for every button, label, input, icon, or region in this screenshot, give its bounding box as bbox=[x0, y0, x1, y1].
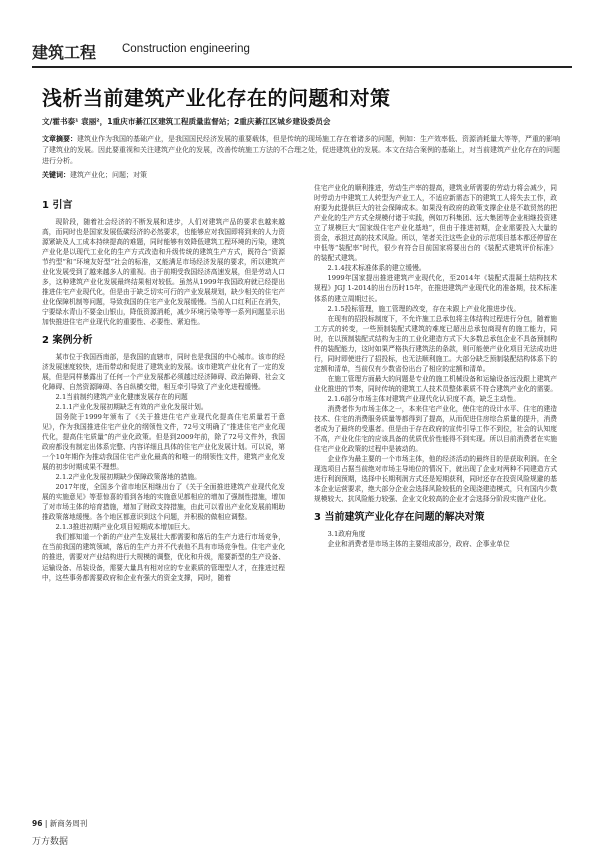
page-number: 96 bbox=[32, 819, 43, 828]
section-title-cn: 建筑工程 bbox=[32, 43, 97, 62]
abstract-label: 文章摘要： bbox=[42, 135, 77, 143]
subsection-heading: 2.1.2产业化发展初期缺少保障政策落地的措施。 bbox=[55, 473, 201, 482]
header-divider bbox=[32, 66, 572, 68]
paragraph: 现阶段，随着社会经济的不断发展和进步，人们对建筑产品的要求也越来越高，而同时也是国家发展低碳经济的必然要求，也能够应对我国即将到来的人力资源紧缺及人工成本持续提高的难题，同时能够有效降低建筑工程环境的污染，建筑产业化是以现代工业化的生产方式改造和升级传统的建筑生产方式，既符合“资源节约型”和“环境友好型”社会的标准，又能满足市场经济发展的要求，所以建筑产业化发展受到了越来越多人的重视。由于前期受我国经济高速发展，但是劳动人口多，这种建筑产业化发展最终结果相对较低。虽然从1999年我国政府就已经提出推进住宅产业现代化，但是由于缺乏切实可行的产业发展规划，缺少相关的住宅产业化保障机制等问题，导致我国的住宅产业化发展缓慢。当前人口红利正在消失，宁要绿水青山不要金山银山，降低资源消耗，减少环境污染等等一系列问题显示出加快推进住宅产业现代化的重要性、必要性、紧迫性。 bbox=[42, 218, 286, 327]
section-heading: 2 案例分析 bbox=[42, 334, 93, 346]
abstract bbox=[42, 134, 562, 167]
subsection-heading: 2.1当前制约建筑产业化健康发展存在的问题 bbox=[55, 392, 188, 401]
subsection-heading: 2.1.4技术标准体系的建立缓慢。 bbox=[327, 264, 426, 273]
subsection-heading: 3.1政府角度 bbox=[327, 529, 366, 538]
section-header bbox=[32, 40, 572, 62]
keywords-text: 建筑产业化；问题；对策 bbox=[70, 171, 147, 179]
paragraph: 企业作为最主要的一个市场主体，他的经济活动的最终目的是获取利润。在全现选项目占据当前绝对市场主导地位的情况下，就出现了企业对两种不同建造方式进行利润预期，选择中长期利润方式还是短期获利，同时还存在投资风险规避的基本企业运营要求，绝大部分企业会选择风险较低的全现浇建造模式，只有国内少数规模较大、抗风险能力较强、企业文化较高的企业才会选择分阶段实施产业化。 bbox=[314, 455, 558, 504]
paragraph: 在现有的招投标制度下，不允许施工总承包将主体结构过程进行分包，随着施工方式的转变，一些预制装配式建筑的难度已超出总承包商现有的施工能力，同时，在以预制装配式结构为主的工业化建造方式下大多数总承包企业不具备预制构件的装配能力，这时如果严格执行建筑法的条款，则可能使产业化项目无法成功进行，同时即使进行了招投标，也无法顺利施工。大部分缺乏预制装配结构体系下的定额和清单，当前仅有少数省份出台了相应的定额和清单。 bbox=[314, 314, 558, 373]
paragraph: 某市位于我国西南部，是我国的直辖市，同时也是我国的中心城市。该市的经济发展速度较快，进而带动和促进了建筑业的发展。该市建筑产业化有了一定的发展，但是同样暴露出了任何一个产业发展都必须越过经济障碍、政治障碍、社会文化障碍、自然资源障碍、各自纵横交错，相互牵引导致了产业化进程缓慢。 bbox=[42, 352, 286, 391]
article-title: 浅析当前建筑产业化存在的问题和对策 bbox=[42, 86, 391, 110]
subsection-heading: 2.1.1产业化发展初期缺乏有效的产业化发展计划。 bbox=[55, 402, 208, 411]
subsection-heading: 2.1.6部分市场主体对建筑产业现代化认识度不高，缺乏主动性。 bbox=[327, 394, 521, 403]
paragraph: 国务院于1999年颁布了《关于推进住宅产业现代化提高住宅质量若干意见》，作为我国推进住宅产业化的纲领性文件，72号文明确了“推进住宅产业化现代化，提高住宅质量”的产业化政策。但是到2009年前，除了72号文件外，我国政府都没有制定出体系完整、内容详细且具体的住宅产业化发展计划。可以说，第一个10年期作为推动我国住宅产业化最高的和唯一的纲领性文件，建筑产业化发展的初步时期成果不理想。 bbox=[42, 412, 286, 472]
article-authors: 文/霍书泰¹ 袁丽²，1重庆市綦江区建筑工程质量监督站；2重庆綦江区城乡建设委员会 bbox=[42, 117, 331, 126]
subsection-heading: 2.1.3推进初期产业化项目短期成本增加巨大。 bbox=[55, 523, 195, 532]
paragraph: 住宅产业化的顺利推进，劳动生产率的提高，建筑业所需要的劳动力将会减少，同时劳动力中建筑工人转型为产业工人，不适应新需态下的建筑工人将失去工作，政府要为此提供巨大的社会保障成本。如果没有政府的政策支撑企业是不敢贸然的把产业化的生产方式全规模付诸于实践，例如万科集团、远大集团等企业相继投资建立了规模巨大“国家级住宅产业化基地”，但由于推进初期，企业需要投入大量的资金，承担过高的技术风险。所以，笔者关注这些企业的示范项目基本都还停留在中低等“装配率”时代，很少有符合目前国家将要出台的《装配式建筑评价标准》的装配式建筑。 bbox=[314, 184, 558, 263]
paragraph: 1999年国家提出推进建筑产业现代化，至2014年《装配式混凝土结构技术规程》JGJ 1-2014的出台历时15年，在推进建筑产业现代化的准备期，技术标准体系的建立周期过长。 bbox=[314, 274, 557, 303]
keywords-label: 关键词： bbox=[42, 171, 70, 179]
paragraph: 2017年度，全国多个省市地区相继出台了《关于全面推进建筑产业现代化发展的实施意见》等惹惊喜的看到各地的实施意见都相应的增加了强制性措施，增加了对市场主体的培育措施，增加了财政支持措施，由此可以看出产业化发展前期助推政策落地缓慢。各个地区都意识到这个问题，并积极的做相应调整。 bbox=[42, 483, 286, 522]
section-heading: 1 引言 bbox=[42, 200, 73, 211]
section-title-en: Construction engineering bbox=[122, 43, 250, 55]
paragraph: 消费者作为市场主体之一，本来住宅产业化，使住宅的设计水平、住宅的建造技术、住宅的消费服务质量等都得到了提高，从而促进住房综合质量的提升，消费者成为了最终的受惠者。但是由于存在政府的宣传引导工作不到位，社会的认知度不高，产业化住宅的应该具备的优质优价性能得不到实现。所以目前消费者在实施住宅产业化政策的过程中是被动的。 bbox=[314, 405, 558, 454]
page-footer bbox=[32, 818, 87, 829]
right-column bbox=[314, 183, 557, 549]
section-heading: 3 当前建筑产业化存在问题的解决对策 bbox=[314, 511, 485, 523]
keywords bbox=[42, 170, 562, 180]
left-column bbox=[42, 193, 285, 583]
paragraph: 企业和消费者是市场主体的主要组成部分，政府、企事业单位 bbox=[327, 539, 510, 548]
subsection-heading: 2.1.5投标管理，施工管理的改变，存在未跟上产业化推进步伐。 bbox=[327, 304, 521, 313]
abstract-text: 建筑业作为我国的基础产业，是我国国民经济发展的重要载体，但是传统的现场施工存在着诸多的问题，例如：生产效率低、资源消耗量大等等，严重的影响了建筑业的发展。因此要重视和关注建筑产业化的发展，改善传统施工方法的不合理之处，促进建筑业的发展。本文在结合案例的基础上，对当前建筑产业化存在的问题进行分析。 bbox=[42, 135, 560, 165]
footer-separator: | bbox=[44, 819, 50, 828]
watermark-text: 万方数据 bbox=[32, 837, 69, 847]
paragraph: 我们都知道一个新的产业产生发展壮大都需要和落后的生产力进行市场竞争，在当前我国的建筑领域，落后的生产力并不代表他不具有市场竞争性。住宅产业化的推进，需要对产业结构进行大规模的调整，优化和升级，需要新型的生产设备、运输设备、吊装设备，需要大量具有相对应的专业素质的管理型人才，在推进过程中，这些事务都需要政府和企业有强大的资金支撑，同时，随着 bbox=[42, 533, 286, 582]
journal-name: 新商务周刊 bbox=[49, 819, 88, 828]
paragraph: 在施工管理方面最大的问题是专业的施工机械设备和运输设备远没跟上建筑产业化推进的节奏，同时传统的建筑工人技术员整体素质不符合建筑产业化的需要。 bbox=[314, 374, 558, 393]
